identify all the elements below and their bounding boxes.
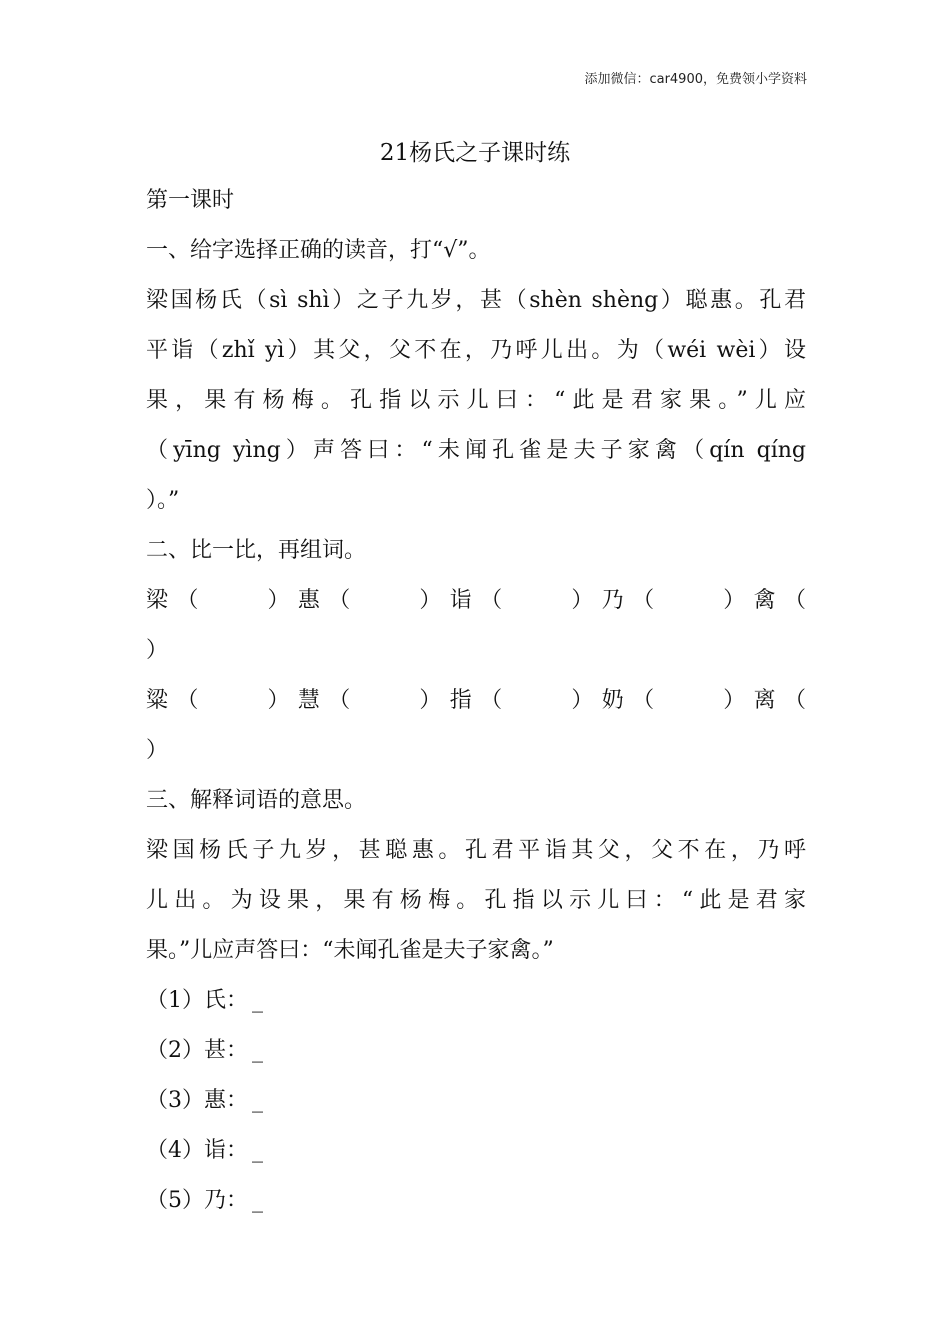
compare-row-2: 粱（ ）慧（ ）指（ ）奶（ ）离（ <box>146 688 806 713</box>
question-item <box>146 1176 806 1226</box>
compare-row-2-end: ） <box>146 738 169 763</box>
header-note: 添加微信：car4900，免费领小学资料 <box>584 72 807 87</box>
answer-blank[interactable]: _ <box>252 1038 263 1063</box>
passage-line: 果。”儿应声答曰：“未闻孔雀是夫子家禽。” <box>146 938 554 963</box>
question-item <box>146 976 806 1026</box>
question-item <box>146 1126 806 1176</box>
section1-line: 果，果有杨梅。孔指以示儿曰：“此是君家果。”儿应 <box>146 388 806 413</box>
compare-row-1-end: ） <box>146 638 169 663</box>
section1-heading: 一、给字选择正确的读音，打“√”。 <box>146 238 491 263</box>
section1-line: ）。” <box>146 488 180 513</box>
compare-row-1: 梁（ ）惠（ ）诣（ ）乃（ ）禽（ <box>146 588 806 613</box>
passage-line: 梁国杨氏子九岁，甚聪惠。孔君平诣其父，父不在，乃呼 <box>146 838 806 863</box>
section2-heading: 二、比一比，再组词。 <box>146 538 367 563</box>
question-label: （2）甚： <box>146 1038 248 1063</box>
section1-line: 梁国杨氏（sì shì）之子九岁，甚（shèn shèng）聪惠。孔君 <box>146 288 806 313</box>
passage-line: 儿出。为设果，果有杨梅。孔指以示儿曰：“此是君家 <box>146 888 806 913</box>
answer-blank[interactable]: _ <box>252 1138 263 1163</box>
question-item <box>146 1026 806 1076</box>
question-label: （3）惠： <box>146 1088 248 1113</box>
page-title: 21杨氏之子课时练 <box>379 140 571 166</box>
document-body <box>146 176 806 1226</box>
question-label: （1）氏： <box>146 988 248 1013</box>
question-label: （4）诣： <box>146 1138 248 1163</box>
answer-blank[interactable]: _ <box>252 988 263 1013</box>
section3-heading: 三、解释词语的意思。 <box>146 788 367 813</box>
answer-blank[interactable]: _ <box>252 1188 263 1213</box>
lesson-label: 第一课时 <box>146 188 235 213</box>
section1-line: 平诣（zhǐ yì）其父，父不在，乃呼儿出。为（wéi wèi）设 <box>146 338 806 363</box>
question-label: （5）乃： <box>146 1188 248 1213</box>
answer-blank[interactable]: _ <box>252 1088 263 1113</box>
section1-line: （yīng yìng）声答曰：“未闻孔雀是夫子家禽（qín qíng <box>146 438 806 463</box>
question-item <box>146 1076 806 1126</box>
